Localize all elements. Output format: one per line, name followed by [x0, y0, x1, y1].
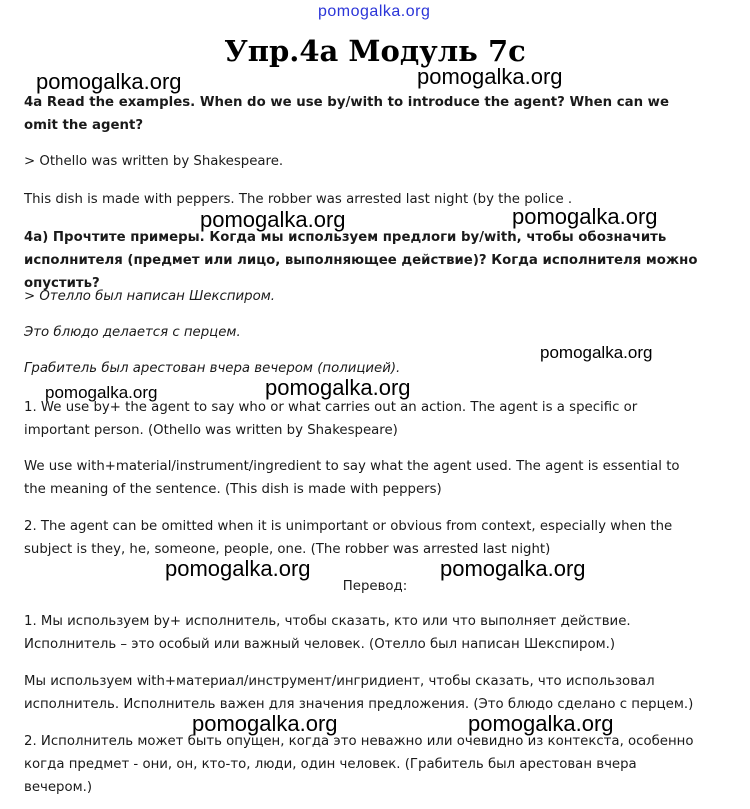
watermark: pomogalka.org — [440, 556, 586, 581]
example-en-1: > Othello was written by Shakespeare. — [24, 154, 284, 169]
watermark: pomogalka.org — [200, 207, 346, 232]
translation-label: Перевод: — [342, 579, 408, 594]
watermark: pomogalka.org — [192, 711, 338, 736]
example-en-2: This dish is made with peppers. The robber was arrested last night (by the police . — [24, 192, 573, 207]
watermark: pomogalka.org — [165, 556, 311, 581]
watermark: pomogalka.org — [512, 204, 658, 229]
watermark-top: pomogalka.org — [318, 3, 431, 20]
watermark: pomogalka.org — [417, 64, 563, 89]
watermark: pomogalka.org — [36, 69, 182, 94]
answer-ru-2: Мы используем with+материал/инструмент/ингридиент, чтобы сказать, что использовал исполнитель. Исполнитель важен для значения предложения. (Это блюдо сделано с перцем.) — [24, 674, 694, 712]
task-en: 4a Read the examples. When do we use by/with to introduce the agent? When can we omit the agent? — [24, 95, 669, 133]
page-title: Упр.4а Модуль 7с — [224, 34, 526, 68]
watermark: pomogalka.org — [265, 375, 411, 400]
example-ru-1: > Отелло был написан Шекспиром. — [24, 289, 276, 304]
answer-ru-3: 2. Исполнитель может быть опущен, когда это неважно или очевидно из контекста, особенно когда предмет - они, он, кто-то, люди, один человек. (Грабитель был арестован вчера вечером.) — [24, 734, 694, 795]
answer-en-3: 2. The agent can be omitted when it is unimportant or obvious from context, especially when the subject is they, he, someone, people, one. (The robber was arrested last night) — [24, 519, 673, 557]
task-ru: 4а) Прочтите примеры. Когда мы используем предлоги by/with, чтобы обозначить исполнителя (предмет или лицо, выполняющее действие)? Когда исполнителя можно опустить? — [24, 230, 698, 291]
answer-en-1: 1. We use by+ the agent to say who or what carries out an action. The agent is a specific or important person. (Othello was written by Shakespeare) — [24, 400, 638, 438]
answer-en-2: We use with+material/instrument/ingredient to say what the agent used. The agent is essential to the meaning of the sentence. (This dish is made with peppers) — [24, 459, 680, 497]
example-ru-2: Это блюдо делается с перцем. — [24, 325, 241, 340]
watermark: pomogalka.org — [540, 343, 653, 362]
watermark: pomogalka.org — [45, 383, 158, 402]
example-ru-3: Грабитель был арестован вчера вечером (полицией). — [24, 361, 401, 376]
answer-ru-1: 1. Мы используем by+ исполнитель, чтобы сказать, кто или что выполняет действие. Исполнитель – это особый или важный человек. (Отелло был написан Шекспиром.) — [24, 614, 631, 652]
watermark: pomogalka.org — [468, 711, 614, 736]
